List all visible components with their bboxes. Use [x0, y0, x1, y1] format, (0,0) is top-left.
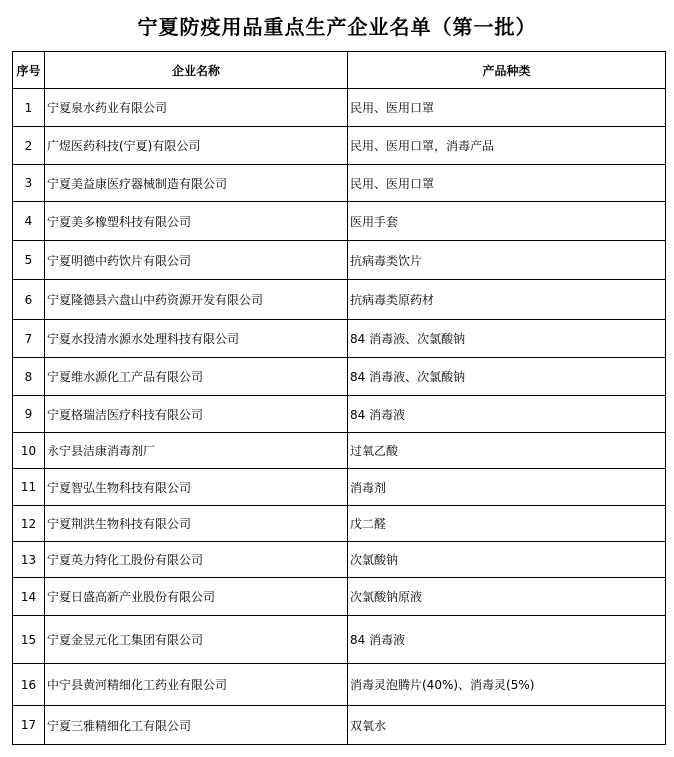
company-name-cell: 宁夏三雅精细化工有限公司	[45, 706, 348, 745]
row-index: 12	[13, 506, 45, 542]
product-type-cell: 84 消毒液、次氯酸钠	[348, 358, 666, 396]
table-row	[13, 664, 666, 706]
table-row	[13, 89, 666, 127]
company-name-cell: 宁夏英力特化工股份有限公司	[45, 542, 348, 578]
table-row	[13, 506, 666, 542]
company-name-cell: 宁夏格瑞洁医疗科技有限公司	[45, 396, 348, 433]
table-body	[13, 89, 666, 745]
document-title: 宁夏防疫用品重点生产企业名单（第一批）	[137, 15, 537, 39]
row-index: 7	[13, 320, 45, 358]
product-type-cell: 民用、医用口罩	[348, 89, 666, 127]
company-name-cell: 永宁县洁康消毒剂厂	[45, 433, 348, 469]
product-type-cell: 过氧乙酸	[348, 433, 666, 469]
product-type-cell: 抗病毒类饮片	[348, 241, 666, 280]
product-type-cell: 戊二醛	[348, 506, 666, 542]
product-type-cell: 消毒剂	[348, 469, 666, 506]
row-index: 16	[13, 664, 45, 706]
row-index: 5	[13, 241, 45, 280]
table-row	[13, 578, 666, 616]
product-type-cell: 双氧水	[348, 706, 666, 745]
company-name-cell: 宁夏美多橡塑科技有限公司	[45, 202, 348, 241]
table-row	[13, 358, 666, 396]
product-type-cell: 消毒灵泡腾片(40%)、消毒灵(5%)	[348, 664, 666, 706]
company-name-cell: 广煜医药科技(宁夏)有限公司	[45, 127, 348, 165]
row-index: 10	[13, 433, 45, 469]
company-name-cell: 宁夏日盛高新产业股份有限公司	[45, 578, 348, 616]
header-product-type: 产品种类	[348, 52, 666, 89]
row-index: 4	[13, 202, 45, 241]
company-name-cell: 宁夏金昱元化工集团有限公司	[45, 616, 348, 664]
table-row	[13, 542, 666, 578]
table-header-row	[13, 52, 666, 89]
row-index: 15	[13, 616, 45, 664]
row-index: 8	[13, 358, 45, 396]
company-name-cell: 宁夏荆洪生物科技有限公司	[45, 506, 348, 542]
product-type-cell: 医用手套	[348, 202, 666, 241]
row-index: 9	[13, 396, 45, 433]
product-type-cell: 民用、医用口罩，消毒产品	[348, 127, 666, 165]
product-type-cell: 84 消毒液	[348, 396, 666, 433]
company-name-cell: 宁夏智弘生物科技有限公司	[45, 469, 348, 506]
table-row	[13, 127, 666, 165]
table-row	[13, 433, 666, 469]
row-index: 2	[13, 127, 45, 165]
table-row	[13, 165, 666, 202]
product-type-cell: 民用、医用口罩	[348, 165, 666, 202]
header-index: 序号	[13, 52, 45, 89]
table-row	[13, 396, 666, 433]
product-type-cell: 84 消毒液	[348, 616, 666, 664]
product-type-cell: 次氯酸钠原液	[348, 578, 666, 616]
table-row	[13, 241, 666, 280]
table-row	[13, 280, 666, 320]
table-row	[13, 706, 666, 745]
company-name-cell: 宁夏隆德县六盘山中药资源开发有限公司	[45, 280, 348, 320]
row-index: 14	[13, 578, 45, 616]
header-company-name: 企业名称	[45, 52, 348, 89]
company-name-cell: 宁夏明德中药饮片有限公司	[45, 241, 348, 280]
company-name-cell: 宁夏水投清水源水处理科技有限公司	[45, 320, 348, 358]
table-row	[13, 202, 666, 241]
row-index: 1	[13, 89, 45, 127]
table-row	[13, 469, 666, 506]
product-type-cell: 抗病毒类原药材	[348, 280, 666, 320]
row-index: 11	[13, 469, 45, 506]
product-type-cell: 84 消毒液、次氯酸钠	[348, 320, 666, 358]
product-type-cell: 次氯酸钠	[348, 542, 666, 578]
row-index: 17	[13, 706, 45, 745]
table-row	[13, 616, 666, 664]
company-name-cell: 宁夏维水源化工产品有限公司	[45, 358, 348, 396]
company-name-cell: 宁夏泉水药业有限公司	[45, 89, 348, 127]
company-table	[12, 51, 666, 745]
table-row	[13, 320, 666, 358]
company-name-cell: 中宁县黄河精细化工药业有限公司	[45, 664, 348, 706]
row-index: 3	[13, 165, 45, 202]
row-index: 6	[13, 280, 45, 320]
company-name-cell: 宁夏美益康医疗器械制造有限公司	[45, 165, 348, 202]
row-index: 13	[13, 542, 45, 578]
